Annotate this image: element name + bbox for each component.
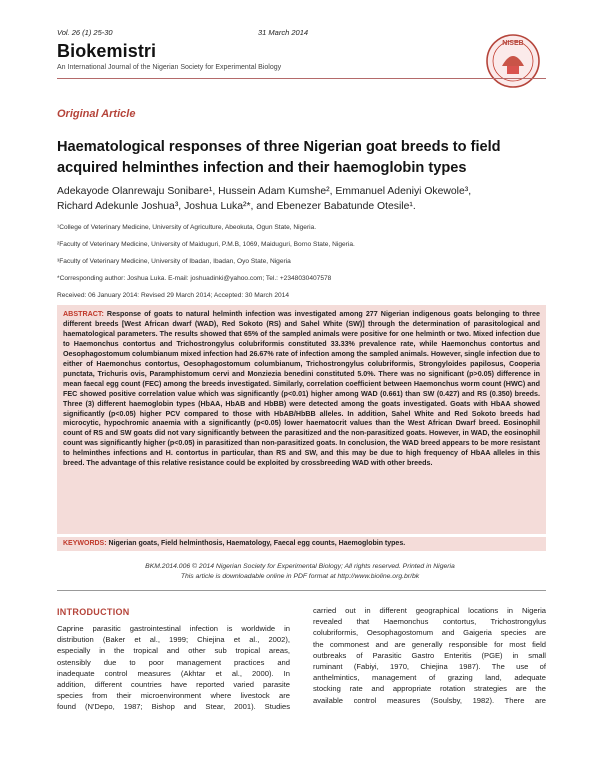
intro-right-line: outbreaks of Parasitic Gastro Enteritis (PGE) in small [313, 650, 546, 660]
corresponding-author: *Corresponding author: Joshua Luka. E-mail: joshuadinki@yahoo.com; Tel.: +2348030407578 [57, 275, 332, 282]
intro-right-line: carried out in different geographical locations in Nigeria [313, 606, 546, 615]
journal-subtitle: An International Journal of the Nigerian Society for Experimental Biology [57, 64, 282, 71]
authors-line-1: Adekayode Olanrewaju Sonibare¹, Hussein Adam Kumshe², Emmanuel Adeniyi Okewole³, [57, 186, 472, 197]
affiliation-3: ³Faculty of Veterinary Medicine, University of Ibadan, Ibadan, Oyo State, Nigeria [57, 258, 291, 265]
introduction-heading: INTRODUCTION [57, 607, 130, 617]
logo-text: NISEB [502, 40, 524, 47]
intro-left-line: especially in the tropical and other sub tropical areas, [57, 646, 290, 656]
intro-left-line: inadequate control measures (Akhtar et al., 2000). In [57, 668, 290, 678]
affiliation-2: ²Faculty of Veterinary Medicine, University of Maiduguri, P.M.B, 1069, Maiduguri, Borno State, Nigeria. [57, 241, 355, 248]
affiliation-1: ¹College of Veterinary Medicine, University of Agriculture, Abeokuta, Ogun State, Nigeria. [57, 224, 317, 231]
intro-right-line: colubriformis, Oesophagostomum and Gaigeria species are [313, 628, 546, 638]
intro-left-line: ostensibly due to poor management practices and [57, 657, 290, 667]
volume-info: Vol. 26 (1) 25-30 [57, 28, 113, 37]
received-dates: Received: 06 January 2014: Revised 29 March 2014; Accepted: 30 March 2014 [57, 292, 290, 299]
copyright-notice: BKM.2014.006 © 2014 Nigerian Society for Experimental Biology; All rights reserved. Printed in Nigeria [145, 563, 455, 570]
intro-left-line: Caprine parasitic gastrointestinal infection is worldwide in [57, 624, 290, 633]
keywords-label: KEYWORDS: [63, 540, 107, 547]
header-rule [57, 78, 546, 79]
intro-right-line: anthelmintics, management of grazing land, adequate [313, 673, 546, 683]
intro-right-line: the commonest and are generally responsible for most field [313, 639, 546, 649]
journal-name: Biokemistri [57, 41, 157, 61]
article-type: Original Article [57, 108, 136, 120]
keywords-text: Nigerian goats, Field helminthosis, Haematology, Faecal egg counts, Haemoglobin types. [108, 540, 406, 547]
intro-left-column [57, 623, 290, 713]
issue-date: 31 March 2014 [258, 28, 309, 37]
niseb-logo [484, 32, 542, 90]
authors-line-2: Richard Adekunle Joshua³, Joshua Luka²*, and Ebenezer Babatunde Otesile¹. [57, 201, 416, 212]
intro-left-line: found (N'Depo, 1987; Bishop and Stear, 2001). Studies [57, 702, 290, 712]
abstract-label: ABSTRACT: [63, 310, 104, 318]
intro-right-column [313, 605, 546, 706]
download-notice: This article is downloadable online in PDF format at http://www.bioline.org.br/bk [180, 573, 420, 580]
intro-right-line: available control measures (Soulsby, 1982). There are [313, 695, 546, 705]
intro-right-line: ruminant (Fabiyi, 1970, Chiejina 1987). The use of [313, 661, 546, 671]
intro-left-line: distribution (Baker et al., 1999; Chiejina et al., 2002), [57, 635, 290, 645]
section-rule [57, 590, 546, 591]
abstract [63, 310, 540, 469]
intro-left-line: addition, different countries have reported varied parasite [57, 679, 290, 689]
intro-left-line: species from their microenvironment where livestock are [57, 691, 290, 701]
article-title: Haematological responses of three Nigerian goat breeds to field acquired helminthes infection and their haemoglobin types [57, 139, 501, 176]
keywords [63, 540, 405, 547]
intro-right-line: stocking rate and appropriate rotation strategies are the [313, 684, 546, 694]
intro-right-line: revealed that Haemonchus contortus, Trichostrongylus [313, 617, 546, 627]
author-list [57, 184, 557, 214]
abstract-text: Response of goats to natural helminth infection was investigated among 277 Nigerian indigenous goats belonging to three different breeds [West African dwarf (WAD), Red Sokoto (RS) and Sahel White (SW)] through the determination of parasitological and haematological parameters. The results showed that 65% of the sampled animals were positive for one helminth or two. Mixed infection due to Haemonchus contortus and Trichostrongylus colubriformis constituted 33.33% prevalence rate, while Haemonchus contortus and Oesophagostomum columbianum mixed infection had 26.67% rate of infection among the sampled animals. However, single infection due to either of Haemonchus contortus, Oesophagostomum columbianum, Trichostrongylus colubriformis, Strongyloides papilosus, Cooperia punctata, Trichuris ovis, Paramphistomum cervi and Monziezia benedini constituted 5.0%. There was no significant (p>0.05) difference in mean faecal egg count (FEC) among the breeds investigated. Similarly, correlation coefficient between Haemonchus worm count (HWC) and FEC showed positive correlation value which was significantly (p<0.01) higher among WAD (0.661) than SW (0.427) and RS (0.350) breeds. Three (3) different haemoglobin types (HbAA, HbAB and HbBB) were detected among the goats investigated. Goats with HbAA showed significantly (p<0.05) higher PCV compared to those with HbAB/HbBB alleles. In addition, Sahel White and Red Sokoto breeds had microcytic, hypochromic anaemia with a significantly (p<0.05) lower haematocrit values than the West African Dwarf breed. Eosinophil count of RS and SW goats did not vary significantly between the parasitized and the non-parasitized goats. However, in WAD, the eosinophil count was significantly higher (p<0.05) in parasitized than non-parasitized goats. In conclusion, the WAD breed appears to be more resistant to helminthes infections and H. contortus in particular, than RS and SW, and this may be due to high frequency of HbAA alleles in this breed. The advantage of this relative resistance could be exploited by crossbreeding WAD with other breeds. [63, 310, 540, 468]
